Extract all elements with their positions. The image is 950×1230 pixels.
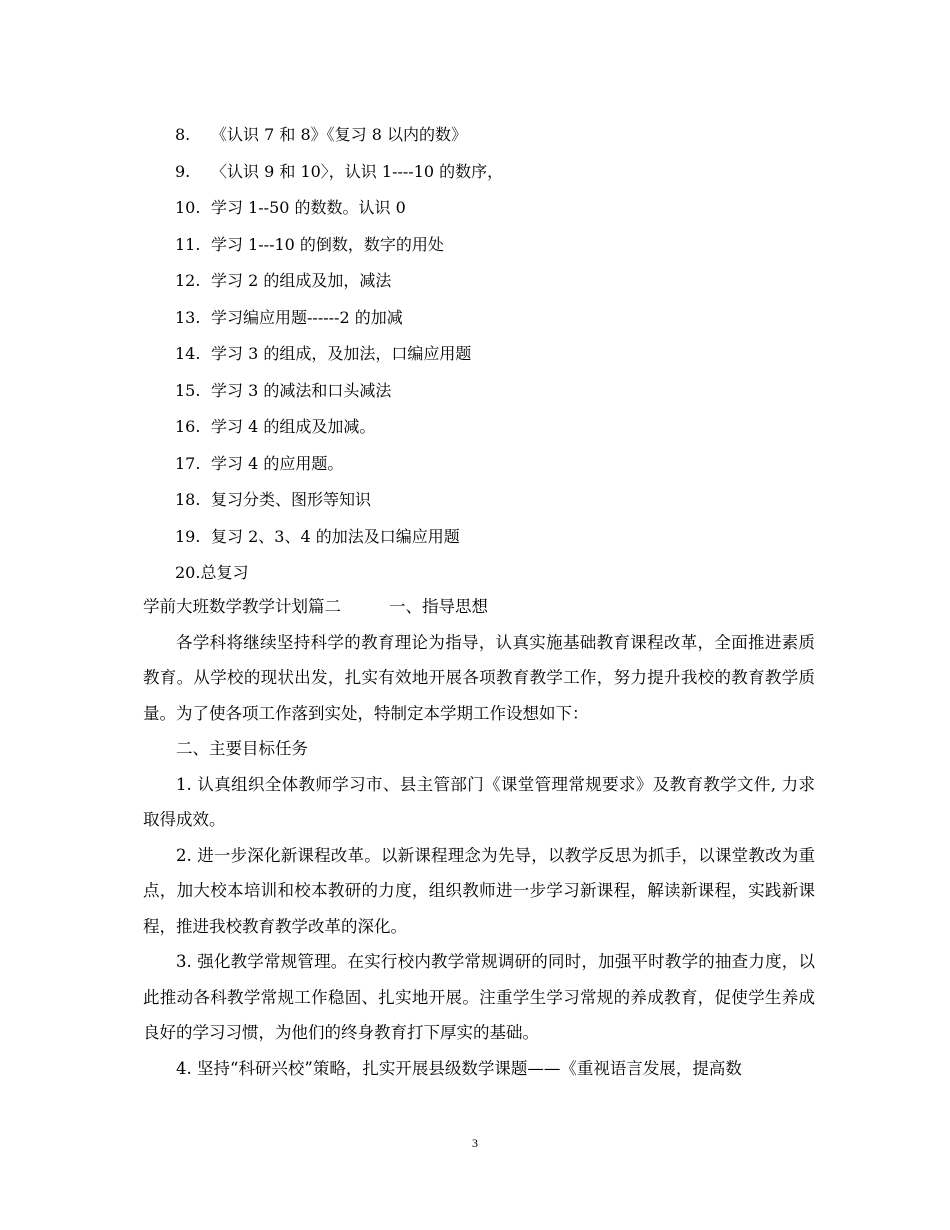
paragraph-task-2: 2. 进一步深化新课程改革。以新课程理念为先导，以教学反思为抓手，以课堂教改为重点，加大校本培训和校本教研的力度，组织教师进一步学习新课程，解读新课程，实践新课程，推进我校教育教学改革的深化。 <box>143 845 815 936</box>
section-title: 学前大班数学教学计划篇二 <box>143 597 341 616</box>
list-item <box>175 263 815 300</box>
list-item-number: 12. <box>175 271 201 290</box>
list-item-text: 学习 4 的组成及加减。 <box>211 417 376 436</box>
paragraph-task-1: 1. 认真组织全体教师学习市、县主管部门《课堂管理常规要求》及教育教学文件, 力求取得成效。 <box>143 774 815 829</box>
list-item <box>175 482 815 519</box>
list-item <box>175 519 815 556</box>
list-item <box>175 300 815 337</box>
page-number: 3 <box>472 1136 478 1150</box>
list-item-text: 学习 2 的组成及加，减法 <box>211 271 392 290</box>
list-item-text: 学习 3 的组成，及加法，口编应用题 <box>211 344 472 363</box>
list-item-number: 10. <box>175 198 201 217</box>
list-item-text: 学习 1--50 的数数。认识 0 <box>211 198 406 217</box>
list-item-text: 总复习 <box>200 563 249 582</box>
list-item-number: 19. <box>175 526 201 546</box>
list-item-number: 18. <box>175 490 201 509</box>
paragraph-task-3: 3. 强化教学常规管理。在实行校内教学常规调研的同时，加强平时教学的抽查力度，以此推动各科教学常规工作稳固、扎实地开展。注重学生学习常规的养成教育，促使学生养成良好的学习习惯，为他们的终身教育打下厚实的基础。 <box>143 952 815 1042</box>
list-item <box>175 154 815 191</box>
section-heading-line <box>143 589 815 625</box>
section-heading: 一、指导思想 <box>389 597 488 616</box>
list-item-text: 学习编应用题------2 的加减 <box>211 307 403 327</box>
paragraph-task-4: 4. 坚持“科研兴校”策略，扎实开展县级数学课题——《重视语言发展，提高数 <box>176 1058 742 1078</box>
list-item-number: 13. <box>175 307 201 327</box>
lesson-list <box>175 117 815 592</box>
list-item-number: 11. <box>175 234 201 254</box>
list-item <box>175 446 815 483</box>
list-item <box>175 117 815 154</box>
paragraph-guiding: 各学科将继续坚持科学的教育理论为指导，认真实施基础教育课程改革，全面推进素质教育。从学校的现状出发，扎实有效地开展各项教育教学工作，努力提升我校的教育教学质量。为了使各项工作落到实处，特制定本学期工作设想如下： <box>143 632 815 723</box>
list-item-text: 复习分类、图形等知识 <box>211 490 372 509</box>
list-item <box>175 336 815 373</box>
list-item-text: 复习 2、3、4 的加法及口编应用题 <box>211 526 460 546</box>
list-item <box>175 190 815 227</box>
list-item-number: 8. <box>175 125 191 144</box>
heading-main-tasks: 二、主要目标任务 <box>176 739 308 758</box>
list-item <box>175 227 815 264</box>
list-item-text: 学习 4 的应用题。 <box>211 453 344 473</box>
list-item <box>175 555 815 592</box>
list-item-number: 15. <box>175 380 201 400</box>
list-item-number: 9. <box>175 161 191 181</box>
list-item-number: 17. <box>175 453 201 473</box>
list-item-text: 《认识 7 和 8》《复习 8 以内的数》 <box>211 125 467 144</box>
list-item-text: 学习 3 的减法和口头减法 <box>211 380 392 400</box>
list-item <box>175 409 815 446</box>
body-text <box>143 589 815 1086</box>
list-item-number: 20. <box>175 563 201 582</box>
list-item-text: 学习 1---10 的倒数，数字的用处 <box>211 234 444 254</box>
list-item-number: 16. <box>175 417 201 436</box>
list-item <box>175 373 815 410</box>
list-item-text: 〈认识 9 和 10〉，认识 1----10 的数序， <box>211 161 504 181</box>
list-item-number: 14. <box>175 344 201 363</box>
